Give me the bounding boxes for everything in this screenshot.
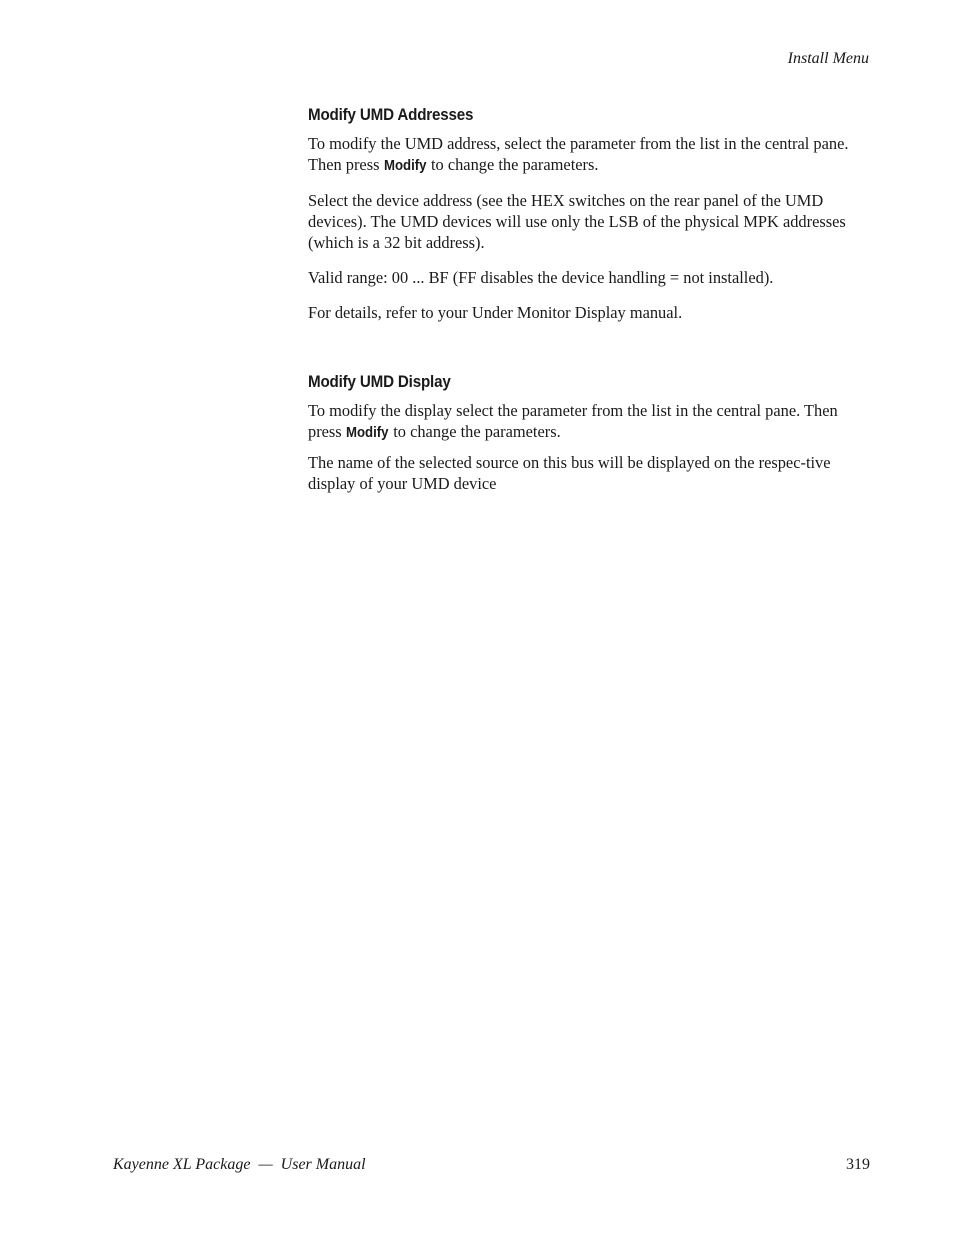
paragraph [308,133,873,176]
paragraph: For details, refer to your Under Monitor Display manual. [308,303,683,322]
section-modify-umd-display [308,373,873,494]
paragraph-text: To modify the UMD address, select the parameter from the list in the central pane. Then press [308,134,849,174]
page-number: 319 [846,1156,870,1173]
modify-keyword: Modify [383,157,427,174]
paragraph-text: to change the parameters. [389,422,561,441]
paragraph: Valid range: 00 ... BF (FF disables the device handling = not installed). [308,268,774,287]
section-modify-umd-addresses [308,106,873,323]
footer-separator: — [258,1156,273,1173]
product-name: Kayenne XL Package [113,1156,251,1173]
modify-keyword: Modify [345,424,389,441]
document-name: User Manual [280,1156,366,1173]
section-title: Modify UMD Display [308,373,451,391]
main-content [308,106,873,503]
footer-title [113,1156,366,1174]
section-title: Modify UMD Addresses [308,106,474,124]
paragraph: Select the device address (see the HEX switches on the rear panel of the UMD devices). The UMD devices will use only the LSB of the physical MPK addresses (which is a 32 bit address). [308,191,846,252]
paragraph [308,400,873,443]
running-header: Install Menu [787,50,869,67]
paragraph: The name of the selected source on this bus will be displayed on the respec-tive display of your UMD device [308,453,831,493]
paragraph-text: to change the parameters. [426,155,599,174]
paragraph-text: To modify the display select the parameter from the list in the central pane. Then press [308,401,838,441]
